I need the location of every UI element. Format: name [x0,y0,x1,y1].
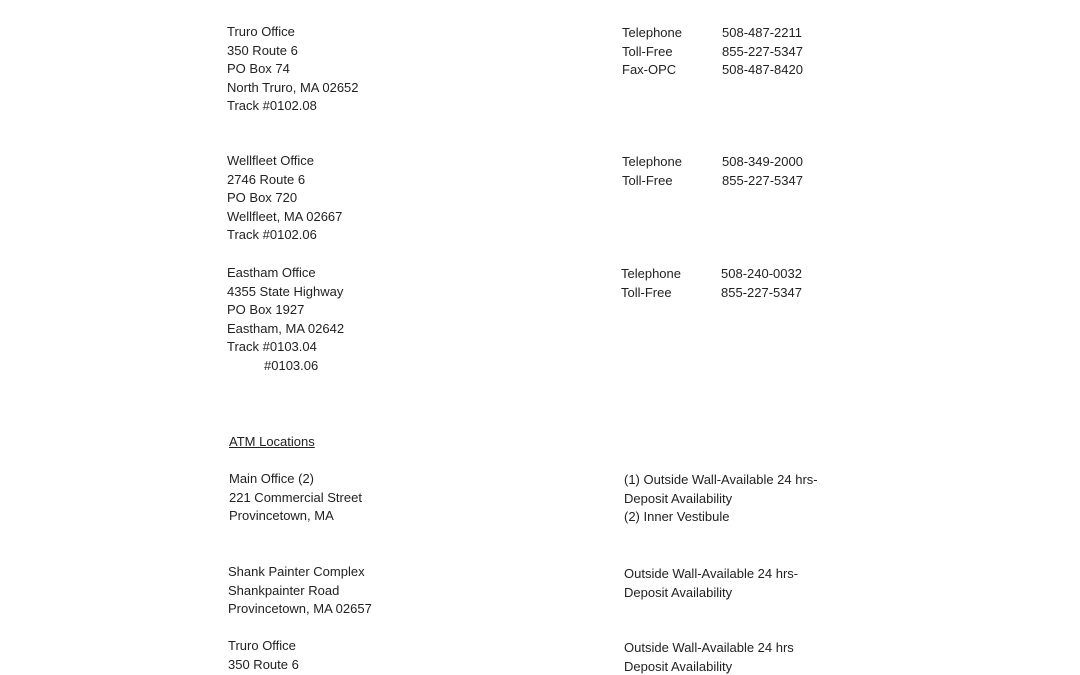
phone-label: Toll-Free [622,172,673,188]
address-line: Wellfleet, MA 02667 [227,208,343,224]
note-line: Outside Wall-Available 24 hrs [624,640,794,655]
phone-number: 508-240-0032 [721,266,802,281]
note-line: Deposit Availability [624,658,733,674]
note-line: (1) Outside Wall-Available 24 hrs- [624,472,818,487]
phone-number: 855-227-5347 [722,172,803,188]
atm-address-main [229,470,362,526]
office-phones-eastham [621,265,802,302]
address-line: 221 Commercial Street [229,489,362,505]
office-phones-truro [622,24,803,80]
address-line: North Truro, MA 02652 [227,79,359,95]
address-line: Track #0102.06 [227,227,317,243]
atm-address-truro [228,637,299,674]
address-line: Eastham, MA 02642 [227,320,345,336]
note-line: Outside Wall-Available 24 hrs- [624,566,799,581]
phone-number: 508-487-2211 [722,25,802,40]
phone-label: Toll-Free [622,43,673,59]
address-line: PO Box 720 [227,190,298,206]
office-phones-wellfleet [622,153,803,190]
address-line: Track #0102.08 [227,98,317,114]
note-line: Deposit Availability [624,490,733,506]
address-line: 350 Route 6 [228,656,299,672]
address-line: Truro Office [227,24,295,39]
phone-label: Telephone [622,25,682,40]
atm-notes-shank-painter [624,565,798,602]
phone-number: 508-487-8420 [722,62,803,78]
atm-heading: ATM Locations [229,434,315,449]
office-address-wellfleet [227,152,342,245]
address-line: 4355 State Highway [227,283,344,299]
address-line: Eastham Office [227,265,316,280]
address-line: Shankpainter Road [228,582,340,598]
phone-label: Fax-OPC [622,62,677,78]
phone-number: 855-227-5347 [722,43,803,59]
address-line: Provincetown, MA 02657 [228,601,372,617]
address-line: #0103.06 [264,357,319,373]
address-line: Wellfleet Office [227,153,314,168]
address-line: Provincetown, MA [229,508,334,524]
phone-number: 508-349-2000 [722,154,803,169]
note-line: Deposit Availability [624,584,733,600]
address-line: 350 Route 6 [227,42,298,58]
atm-notes-truro [624,639,794,675]
office-address-eastham [227,264,344,376]
note-line: (2) Inner Vestibule [624,509,730,525]
atm-notes-main [624,471,818,527]
address-line: PO Box 74 [227,61,290,77]
office-address-truro [227,23,359,116]
phone-label: Telephone [621,266,681,281]
phone-label: Telephone [622,154,682,169]
address-line: 2746 Route 6 [227,171,306,187]
atm-address-shank-painter [228,563,372,619]
address-line: Truro Office [228,638,296,653]
address-line: PO Box 1927 [227,302,305,318]
address-line: Shank Painter Complex [228,564,365,579]
address-line: Main Office (2) [229,471,315,486]
phone-number: 855-227-5347 [721,284,802,300]
address-line: Track #0103.04 [227,339,317,355]
phone-label: Toll-Free [621,284,672,300]
